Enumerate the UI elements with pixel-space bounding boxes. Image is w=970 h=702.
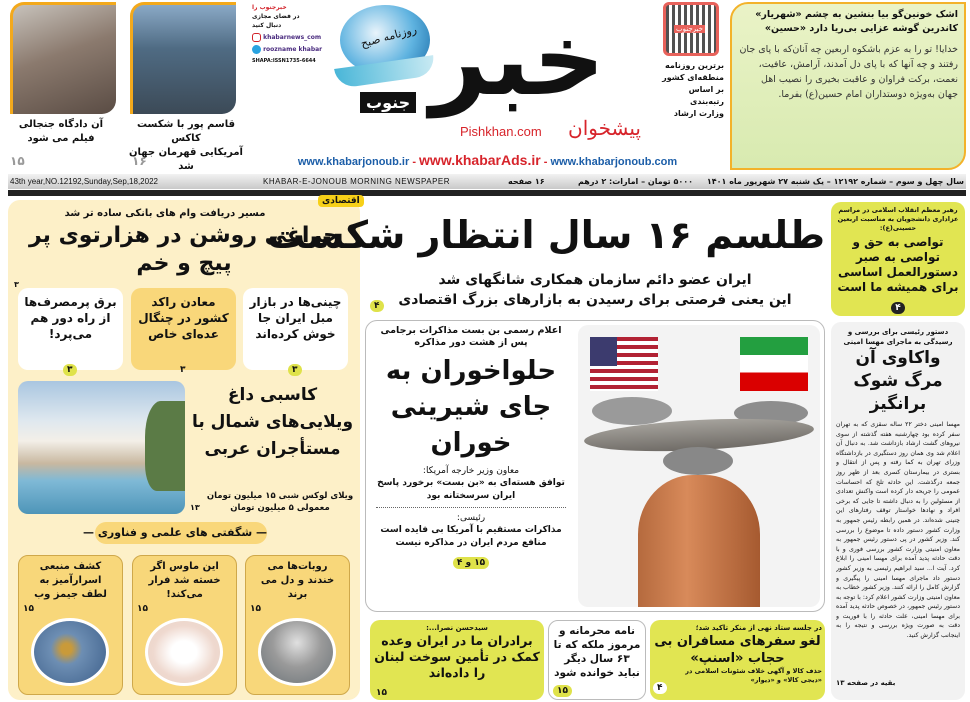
jcpoa-text[interactable] [368,325,574,569]
page-badge: ۴ [370,300,384,312]
tech-text: روبات‌ها می خندند و دل می برند [260,561,335,600]
economy-headline: چراغی روشن در هزارتوی پر پیچ و خم [28,223,340,276]
lead-sub [390,270,800,310]
tech-banner: — شگفتی های علمی و فناوری — [95,522,267,544]
ranking-line: بر اساس [688,85,724,94]
telegram-handle: roozname khabar [263,46,323,53]
arbaeen-quote-box [730,2,966,170]
thumb-caption [0,118,122,146]
ranking-note [658,60,724,120]
url-separator: - [540,156,551,168]
story-kicker: در جلسه ستاد نهی از منکر تاکید شد؛ [695,624,822,632]
quote-text: مذاکرات مستقیم با آمریکا بی فایده است منافع مردم ایران در مذاکره نیست [380,525,562,548]
qr-label: خبرجنوب [676,25,703,33]
story-headline: برادران ما در ایران وعده کمک در تأمین سوخت لبنان را داده‌اند [374,633,540,680]
page-number: ۱۵ [10,154,25,168]
telegram-icon [252,45,261,54]
website-link[interactable]: www.khabarjonoub.com [550,156,678,168]
queen-letter-story[interactable] [548,620,646,700]
wrestler-photo [130,2,236,114]
issn: SHAPA:ISSN1735-6644 [252,58,316,64]
page-badge: ۳ [63,364,77,376]
story-headline: نامه محرمانه و مرموز ملکه که تا ۶۳ سال دیگر نباید خوانده شود [553,625,641,679]
instagram-handle: khabarnews_com [263,34,322,41]
tech-item[interactable] [132,555,237,695]
instagram-icon [252,33,261,42]
lead-sub-line: ایران عضو دائم سازمان همکاری شانگهای شد [438,272,752,288]
quote-body: خدایا! تو را به عزم باشکوه اربعین چه آنان‌که با پای جان رفتند و چه آنها که با پای دل آمدند، آرامش، عافیت، نعمت، برکت فراوان و عاقبت بخیری را نصیب اهل جهان به‌ویژه دوستداران امام حسین(ع) بفرما. [739,44,958,100]
thumb-wrestler[interactable] [130,2,236,114]
quote-verse: اشک خونین‌گو بیا بنشین به چشم «شهریار» [755,9,958,20]
economy-card[interactable] [243,288,348,375]
telegram-link[interactable] [252,45,324,54]
social-text: خبرجنوب را [252,4,287,11]
price: ۵۰۰۰ تومان – امارات: ۲ درهم [578,177,693,186]
balance-stones-photo [578,325,820,607]
page-badge: ۱۵ [553,685,572,697]
social-block [252,3,324,66]
caption-line: فیلم می شود [27,133,95,144]
economy-kicker: مسیر دریافت وام های بانکی ساده تر شد [64,208,266,219]
jcpoa-kicker: اعلام رسمی بن بست مذاکرات برجامی [380,325,562,336]
stone [663,447,733,475]
website-link[interactable]: www.khabarjonoub.ir [297,156,410,168]
page-badge: ۳ [288,364,302,376]
ads-link[interactable]: www.khabarAds.ir [419,152,541,168]
tech-banner-label: شگفتی های علمی و فناوری [97,526,253,539]
mouse-photo [145,618,223,686]
page-number: ۱۵ [23,604,34,614]
page-number: ۳ [14,280,19,289]
amini-box[interactable] [831,322,965,700]
url-line [255,152,720,168]
quote-text: توافق هسته‌ای به «بن بست» برخورد پاسخ ایران سرسختانه بود [377,478,565,501]
villa-trees [145,401,185,491]
thumb-depp[interactable] [10,2,116,114]
story-headline: لغو سفرهای مسافران بی حجاب «اسنپ» [654,634,821,666]
ranking-line: وزارت ارشاد [673,109,724,118]
card-text: برق پرمصرف‌ها از راه دور هم می‌پرد! [24,295,117,341]
social-text: دنبال کنید [252,22,282,29]
page-badge: ۴ [653,682,667,694]
amini-body: مهسا امینی دختر ۲۲ ساله سقزی که به تهران سفر کرده بود چهارشنبه هفته گذشته از سوی نیروهای گشت ارشاد بازداشت شد. به دنبال آن اعلام شد وی همان روز دستگیری در بازداشتگاه وزرای تهران به کما رفته و پس از انتقال و بستری در بیمارستان کسری بعد از ظهر روز جمعه درگذشت. این حادثه تلخ که احساسات عمومی را جریحه دار کرده است واکنش تعدادی از مسئولین را به دنبال داشته تا جایی که برخی افراد و نهادها خواستار توقف رفتارهای این چنینی شده‌اند. در همین رابطه رئیس جمهور به وزارت کشور دستور داده تا موضوع را بررسی کند. وزیر کشور در پی دستور رئیس جمهور به معاون امنیتی وزارت کشور بررسی فوری و با دقت حادثه پدید آمده برای مهسا امینی را ابلاغ کرد. آیت ا... سید ابراهیم رئیسی به وزیر کشور دستور داد ماجرای مهسا امینی را پیگیری و گزارش کامل را ارائه کنند. وزیر کشور خطاب به معاون امنیتی وزارت کشور اعلام کرد: با توجه به دستور رئیس جمهور، در خصوص حادثه پدید آمده برای مهسا امینی، علت حادثه را با فوریت و دقت به صورت ویژه بررسی و نتیجه را به اینجانب گزارش کنید. [836,421,960,640]
amini-kicker: دستور رئیسی برای بررسی و رسیدگی به ماجرای مهسا امینی [843,328,953,346]
page-number: ۱۵ [376,688,387,698]
jcpoa-headline: حلواخوران به جای شیرینی خوران [385,356,557,458]
qr-code[interactable] [663,2,719,56]
usa-flag [590,337,658,391]
watermark-en: Pishkhan.com [460,124,542,139]
logo-main: خبر [430,1,606,118]
quote-label: رئیسی: [456,513,486,523]
iran-flag [740,337,808,391]
social-text: در فضای مجازی [252,13,300,20]
lead-headline: طلسم ۱۶ سال انتظار شکست [266,213,825,257]
page-badge: ۴ [891,302,905,314]
page-badge: ۳ [180,365,186,375]
page-number: ۱۵ [250,604,261,614]
villa-sub-line: معمولی ۵ میلیون تومان [230,503,330,513]
card-text: چینی‌ها در بازار مبل ایران جا خوش کرده‌اند [249,295,342,341]
info-bar [8,174,966,189]
ranking-line: برترین روزنامه [665,61,724,70]
quote-label: معاون وزیر خارجه آمریکا: [422,466,520,476]
snapp-story[interactable] [650,620,825,700]
story-kicker: سیدحسن نصرا...: [426,624,488,632]
english-name: KHABAR-E-JONOUB MORNING NEWSPAPER [263,177,451,186]
continued-note: بقیه در صفحه ۱۳ [836,679,896,687]
page-number: ۱۳ [190,503,200,512]
header-divider [8,190,966,196]
ranking-line: رتبه‌بندی [690,97,724,106]
tech-text: کشف منبعی اسرارآمیز به لطف جیمز وب [34,561,107,600]
telescope-photo [31,618,109,686]
quote-verse: کاندرین گوشه عزایی بی‌ریا دارد «حسین» [764,23,958,34]
caption-line: قاسم پور با شکست کاکس [136,119,236,144]
masthead-logo [320,0,655,150]
url-separator: - [409,156,420,168]
leader-kicker: رهبر معظم انقلاب اسلامی در مراسم عزاداری دانشجویان به مناسبت اربعین حسینی(ع): [837,206,959,232]
nasrallah-story[interactable] [370,620,544,700]
tech-item[interactable] [18,555,123,695]
page-badge: ۱۵ و ۴ [453,557,489,569]
depp-photo [10,2,116,114]
caption-line: آمریکایی قهرمان جهان شد [129,147,243,172]
story-sub: حذف کالا و آگهی خلاف شئونات اسلامی در «دیجی کالا» و «دیوار» [685,667,822,684]
logo-morning: روزنامه صبح [359,22,419,51]
economy-card[interactable] [131,288,236,375]
amini-headline: واکاوی آن مرگ شوک برانگیز [853,348,943,414]
leader-box[interactable] [831,202,965,316]
section-tag: اقتصادی [318,195,364,207]
page-number: ۱۵ [137,604,148,614]
card-text: معادن راکد کشور در چنگال عده‌ای خاص [138,295,229,341]
villa-photo [18,381,185,514]
villa-sub-line: ویلای لوکس شبی ۱۵ میلیون تومان [206,491,354,501]
tech-text: این ماوس اگر خسته شد فرار می‌کند! [148,561,221,600]
persian-date: سال چهل و سوم – شماره ۱۲۱۹۲ – یک شنبه ۲۷ شهریور ماه ۱۴۰۱ [706,177,964,186]
page-number: ۱۶ [132,154,147,168]
lead-sub-line: این یعنی فرصتی برای رسیدن به بازارهای بزرگ اقتصادی [398,292,792,308]
leader-headline: تواصی به حق و تواصی به صبر دستورالعمل اساسی برای همیشه ما است [837,235,959,294]
economy-card[interactable] [18,288,123,375]
villa-sub [205,490,355,514]
robot-photo [258,618,336,686]
instagram-link[interactable] [252,33,324,42]
logo-south: جنوب [360,92,416,113]
stone-base [638,475,760,607]
jcpoa-kicker: پس از هشت دور مذاکره [414,337,528,348]
dotted-divider [376,507,566,508]
page-count: ۱۶ صفحه [508,177,545,186]
ranking-line: منطقه‌ای کشور [662,73,724,82]
tech-item[interactable] [245,555,350,695]
caption-line: آن دادگاه جنجالی [18,119,104,130]
watermark: پیشخوان [568,116,641,140]
stone [592,397,672,425]
villa-headline: کاسبی داغ ویلایی‌های شمال با مستأجران عربی [191,385,354,459]
english-date: 43th year,NO.12192,Sunday,Sep,18,2022 [10,177,158,186]
